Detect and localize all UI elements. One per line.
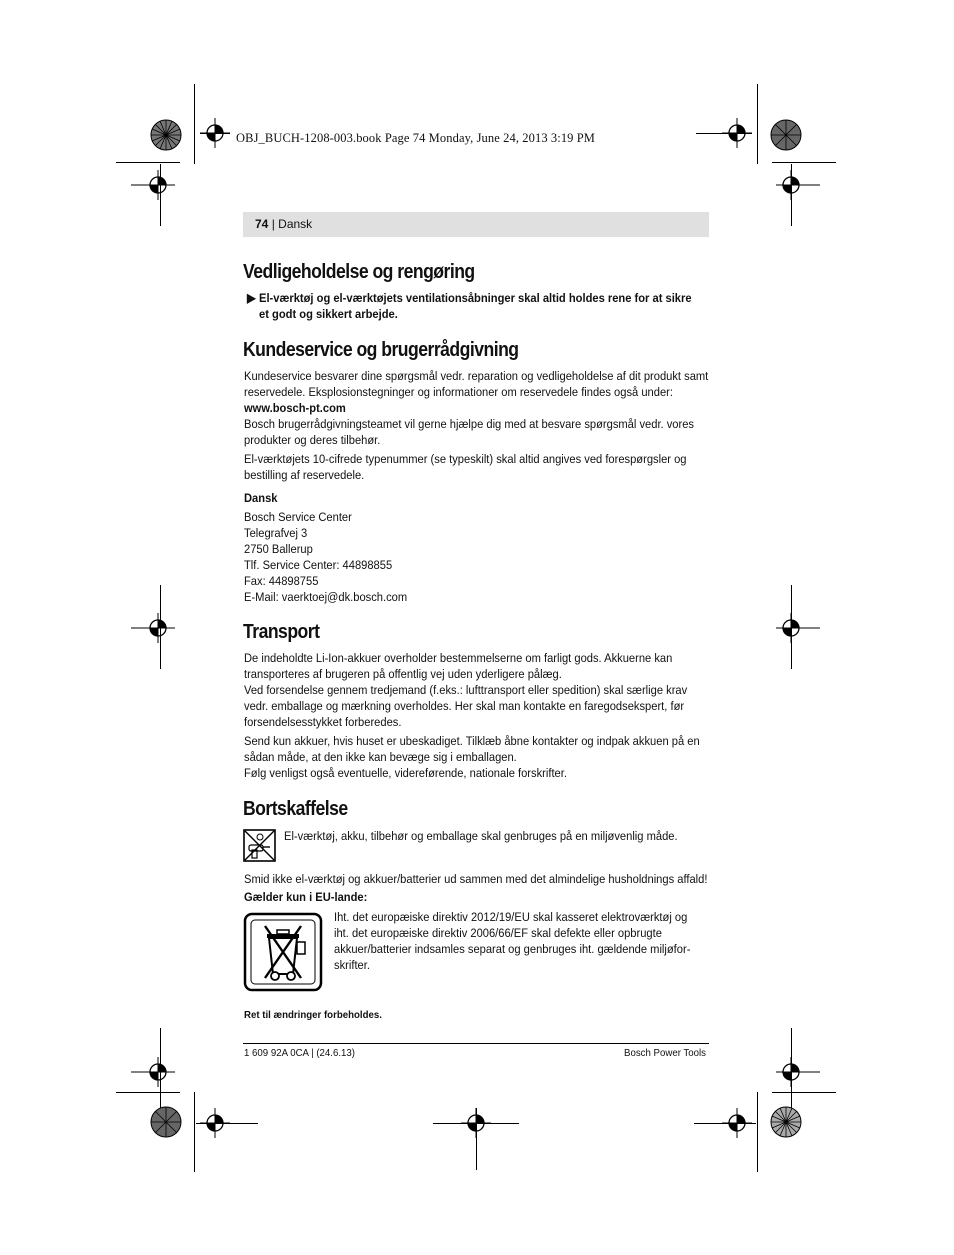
crop-mark [772, 162, 836, 163]
disposal-eu-text: Iht. det europæiske direktiv 2012/19/EU skal kasseret elektroværktøj og [334, 910, 688, 924]
registration-mark-icon [131, 170, 175, 200]
registration-mark-icon [776, 170, 820, 200]
crop-mark [160, 1028, 161, 1112]
address-line: 2750 Ballerup [244, 542, 313, 556]
service-text: Bosch brugerrådgivningsteamet vil gerne hjælpe dig med at besvare spørgsmål vedr. vores [244, 417, 695, 431]
address-line: Telegrafvej 3 [244, 526, 308, 540]
book-info: OBJ_BUCH-1208-003.book Page 74 Monday, June 24, 2013 3:19 PM [236, 131, 596, 145]
transport-text: transporteres af brugeren på offentlig vej uden yderligere pålæg. [244, 667, 562, 681]
transport-text: Følg venligst også eventuelle, videreførende, nationale forskrifter. [244, 766, 567, 780]
registration-mark-icon [776, 613, 820, 643]
crop-mark [200, 133, 230, 134]
reservation-note: Ret til ændringer forbeholdes. [244, 1009, 382, 1021]
crop-mark [694, 1123, 756, 1124]
crop-mark [476, 1108, 477, 1170]
transport-text: vedr. emballage og mærkning overholdes. Her skal man kontakte en faregodsekspert, før [244, 699, 685, 713]
section-title-disposal: Bortskaffelse [243, 798, 348, 820]
address-line: Bosch Service Center [244, 510, 352, 524]
address-line: Fax: 44898755 [244, 574, 319, 588]
service-text: reservedele. Eksplosionstegninger og informationer om reservedele findes også under: [244, 385, 673, 399]
starburst-target-icon [770, 1106, 802, 1138]
registration-mark-icon [131, 613, 175, 643]
service-url-link[interactable]: www.bosch-pt.com [244, 401, 346, 415]
transport-text: Send kun akkuer, hvis huset er ubeskadiget. Tilklæb åbne kontakter og indpak akkuen på en [244, 734, 700, 748]
disposal-eu-text: skrifter. [334, 958, 370, 972]
disposal-eu-heading: Gælder kun i EU-lande: [244, 890, 368, 904]
starburst-target-icon [150, 1106, 182, 1138]
registration-mark-icon [131, 1057, 175, 1087]
crop-mark [194, 1092, 195, 1172]
bullet-arrow-icon: ▶ [247, 291, 256, 305]
footer-divider [243, 1043, 709, 1044]
disposal-household-text: Smid ikke el-værktøj og akkuer/batterier ud sammen med det almindelige husholdnings affald! [244, 872, 708, 886]
section-title-transport: Transport [243, 621, 320, 643]
page-header: 74 | Dansk [255, 217, 313, 231]
crop-mark [772, 1092, 836, 1093]
disposal-eu-text: akkuer/batterier indsamles separat og genbruges iht. gældende miljøfor- [334, 942, 691, 956]
starburst-target-icon [150, 119, 182, 151]
crossed-out-bin-icon [243, 912, 323, 992]
page-header-bar [243, 212, 709, 237]
crop-mark [116, 1092, 180, 1093]
crop-mark [116, 162, 180, 163]
footer-right: Bosch Power Tools [624, 1047, 706, 1059]
crop-mark [791, 585, 792, 669]
disposal-recycle-text: El-værktøj, akku, tilbehør og emballage skal genbruges på en miljøvenlig måde. [284, 829, 678, 843]
transport-text: sådan måde, at den ikke kan bevæge sig i emballagen. [244, 750, 517, 764]
address-line: Tlf. Service Center: 44898855 [244, 558, 393, 572]
address-email-link[interactable]: E-Mail: vaerktoej@dk.bosch.com [244, 590, 408, 604]
header-language: Dansk [278, 217, 313, 231]
disposal-eu-text: iht. det europæiske direktiv 2006/66/EF skal defekte eller opbrugte [334, 926, 662, 940]
starburst-target-icon [770, 119, 802, 151]
crop-mark [757, 84, 758, 164]
footer-left: 1 609 92A 0CA | (24.6.13) [244, 1047, 356, 1059]
service-text: El-værktøjets 10-cifrede typenummer (se typeskilt) skal altid angives ved forespørgsler og [244, 452, 687, 466]
transport-text: forsendelsesstykket forberedes. [244, 715, 402, 729]
maintenance-bullet-line2: et godt og sikkert arbejde. [259, 307, 398, 321]
service-text: Kundeservice besvarer dine spørgsmål vedr. reparation og vedligeholdelse af dit produkt samt [244, 369, 709, 383]
maintenance-bullet-line1: El-værktøj og el-værktøjets ventilationsåbninger skal altid holdes rene for at sikre [259, 291, 692, 305]
service-text: produkter og deres tilbehør. [244, 433, 381, 447]
crop-mark [696, 133, 752, 134]
crop-mark [757, 1092, 758, 1172]
crop-mark [196, 1123, 258, 1124]
registration-mark-icon [776, 1057, 820, 1087]
crop-mark [791, 1028, 792, 1112]
crop-mark [791, 164, 792, 226]
recycle-tool-icon [243, 829, 276, 862]
page-number: 74 [255, 217, 269, 231]
transport-text: Ved forsendelse gennem tredjemand (f.eks.: lufttransport eller spedition) skal særlige krav [244, 683, 688, 697]
crop-mark [194, 84, 195, 164]
transport-text: De indeholdte Li-Ion-akkuer overholder bestemmelserne om farligt gods. Akkuerne kan [244, 651, 673, 665]
crop-mark [160, 585, 161, 669]
service-text: bestilling af reservedele. [244, 468, 365, 482]
section-title-service: Kundeservice og brugerrådgivning [243, 339, 519, 361]
service-country: Dansk [244, 491, 278, 505]
section-title-maintenance: Vedligeholdelse og rengøring [243, 261, 475, 283]
crop-mark [160, 164, 161, 226]
